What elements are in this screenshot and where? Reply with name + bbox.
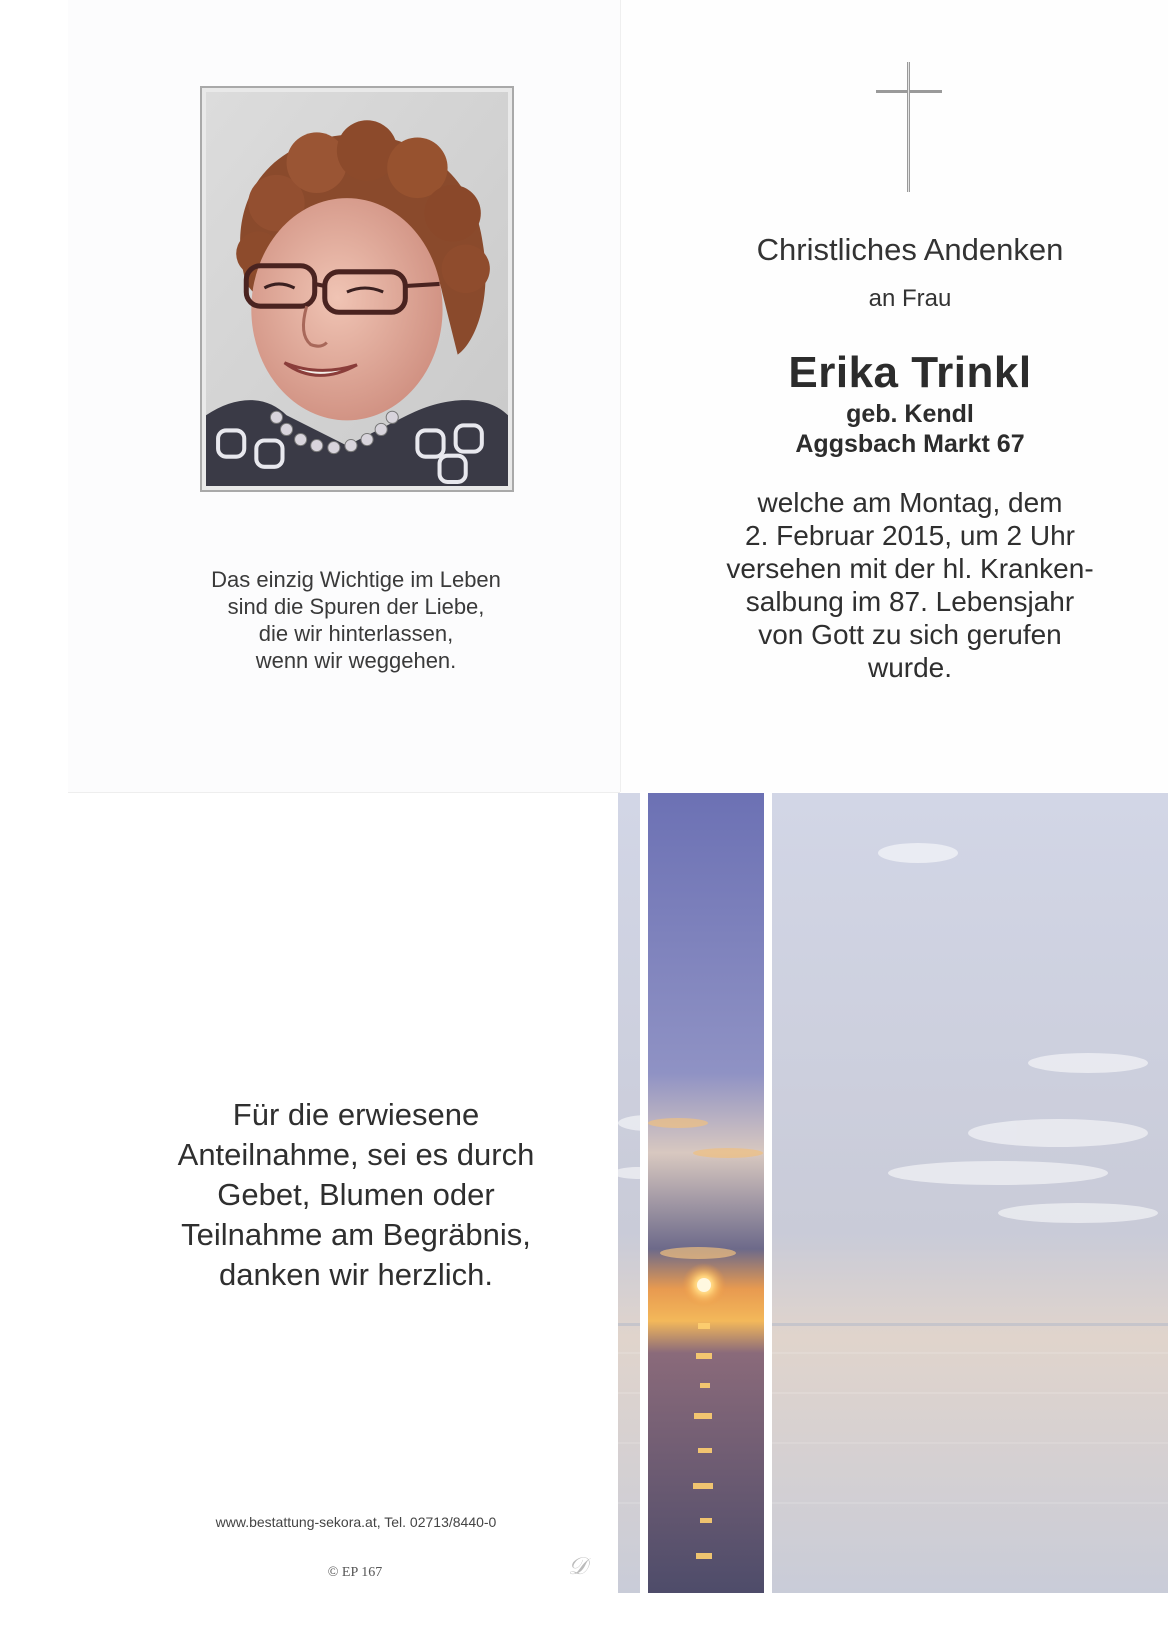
thanks-line: Teilnahme am Begräbnis, (181, 1217, 531, 1252)
thanks-line: danken wir herzlich. (219, 1257, 493, 1292)
sunset-image (618, 793, 1168, 1593)
death-notice-line: wurde. (867, 652, 953, 683)
product-code: © EP 167 (327, 1565, 383, 1580)
death-notice-line: versehen mit der hl. Kranken- (726, 553, 1094, 584)
death-notice-line: welche am Montag, dem (757, 487, 1063, 518)
death-notice (660, 486, 1160, 684)
quote-line: wenn wir weggehen. (255, 648, 457, 673)
quote-line: sind die Spuren der Liebe, (227, 594, 485, 619)
quote-line: die wir hinterlassen, (258, 621, 454, 646)
fold-line-vertical (620, 0, 621, 792)
thanks-message (140, 1095, 572, 1295)
death-notice-line: salbung im 87. Lebensjahr (745, 586, 1075, 617)
thanks-line: Gebet, Blumen oder (217, 1177, 495, 1212)
funeral-home-contact: www.bestattung-sekora.at, Tel. 02713/8440-0 (215, 1514, 497, 1530)
thanks-line: Anteilnahme, sei es durch (177, 1137, 535, 1172)
memorial-quote (140, 566, 572, 674)
death-notice-line: 2. Februar 2015, um 2 Uhr (745, 520, 1075, 551)
subheading: an Frau (868, 285, 952, 312)
death-notice-line: von Gott zu sich gerufen (758, 619, 1062, 650)
maiden-name: geb. Kendl (846, 400, 974, 428)
portrait-image (206, 92, 508, 486)
signature-mark: 𝒟 (568, 1554, 588, 1580)
cross-icon (876, 62, 942, 192)
fold-line-horizontal (68, 792, 620, 793)
quote-line: Das einzig Wichtige im Leben (211, 567, 501, 592)
heading: Christliches Andenken (756, 232, 1064, 267)
address: Aggsbach Markt 67 (795, 430, 1025, 458)
sunset-sea-photo (618, 793, 1168, 1593)
thanks-line: Für die erwiesene (232, 1097, 480, 1132)
portrait-photo (200, 86, 514, 492)
deceased-name: Erika Trinkl (788, 348, 1032, 397)
